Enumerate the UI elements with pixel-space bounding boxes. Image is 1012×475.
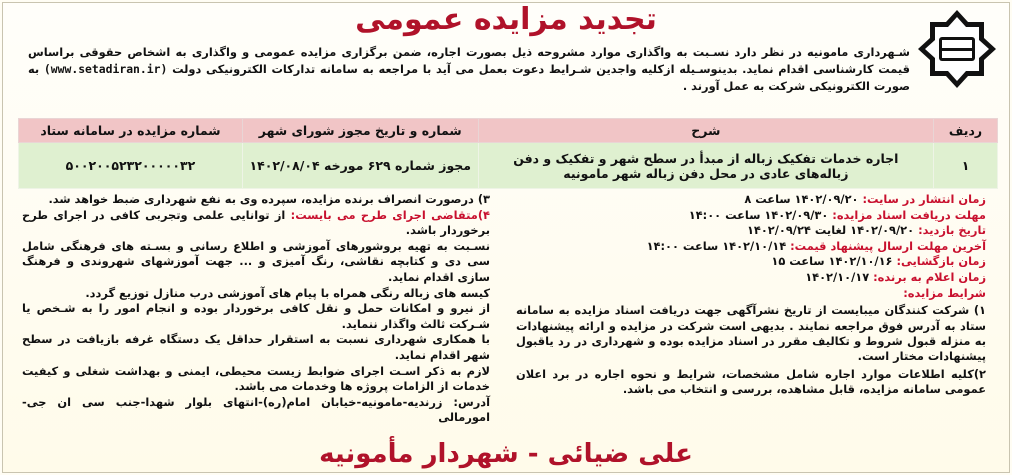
header-mojavez: شماره و تاریخ مجوز شورای شهر bbox=[242, 119, 478, 143]
schedule-item-publish: زمان انتشار در سایت: ۱۴۰۲/۰۹/۲۰ ساعت ۸ bbox=[744, 192, 986, 206]
cell-shomare: ۵۰۰۲۰۰۵۲۳۲۰۰۰۰۰۳۲ bbox=[19, 143, 243, 189]
condition-1: ۱) شرکت کنندگان میبایست از تاریخ نشرآگهی جهت دریافت اسناد مزایده به سامانه ستاد به آدرس فوق مراجعه نمایند . بدیهی است شرکت در مزایده و ارائه پیشنهادات به منزله قبول شروط و تکالیف مقرر در اسناد مزایده بوده و شهرداری در رد یاقبول پیشنهادات مختار است. bbox=[516, 303, 986, 364]
intro-text-1: شـهرداری مامونیه در نظر دارد نسـبت به واگذاری موارد مشروحه ذیل بصورت اجاره، ضمن برگزاری مزایده عمومی و واگذاری به اشخاص حقوقی براساس قیمت کارشناسی اقدام نماید. بدینوسـیله ازکلیه واجدین شـرایط دعوت بعمل می آید با مراجعه به سامانه تدارکات الکترونیکی دولت bbox=[28, 45, 911, 76]
auction-table bbox=[18, 118, 998, 189]
schedule-item-visit: تاریخ بازدید: ۱۴۰۲/۰۹/۲۰ لغایت ۱۴۰۲/۰۹/۲۴ bbox=[746, 223, 986, 238]
cell-mojavez: مجوز شماره ۶۲۹ مورخه ۱۴۰۲/۰۸/۰۴ bbox=[242, 143, 478, 189]
signature: علی ضیائی - شهردار مأمونیه bbox=[319, 439, 693, 469]
schedule-item-documents: مهلت دریافت اسناد مزایده: ۱۴۰۲/۰۹/۳۰ ساعت ۱۴:۰۰ bbox=[688, 207, 986, 222]
condition-4-text: از توانایی علمی وتجربی کافی در اجرای طرح برخوردار باشد. bbox=[22, 207, 490, 238]
schedule-item-deadline: آخرین مهلت ارسال پیشنهاد قیمت: ۱۴۰۲/۱۰/۱۴ ساعت ۱۴:۰۰ bbox=[646, 238, 986, 253]
header-radif: ردیف bbox=[934, 119, 998, 143]
schedule-section bbox=[516, 192, 986, 398]
intro-text-2: به صورت الکترونیکی شرکت به عمل آورند . bbox=[28, 62, 910, 93]
setadiran-link[interactable]: (www.setadiran.ir) bbox=[43, 62, 168, 76]
condition-4-title: ۴)متقاضی اجرای طرح می بایست: bbox=[290, 207, 490, 222]
requirement-brochures: نسـبت به تهیه بروشورهای آموزشی و اطلاع رسانی و بسـته های فرهنگی شامل سی دی و کتابچه نقاشی، رنگ آمیزی و ... جهت آموزشهای شهروندی و فرهنگ سازی اقدام نماید. bbox=[22, 238, 490, 284]
address: آدرس: زرندیه-مامونیه-خیابان امام(ره)-انتهای بلوار شهدا-جنب سی ان جی-امورمالی bbox=[22, 394, 490, 425]
cell-radif: ۱ bbox=[934, 143, 998, 189]
schedule-item-winner: زمان اعلام به برنده: ۱۴۰۲/۱۰/۱۷ bbox=[805, 269, 986, 284]
requirement-bags: کیسه های زباله رنگی همراه با پیام های آموزشی درب منازل توزیع گردد. bbox=[85, 285, 490, 300]
header-sharh: شرح bbox=[478, 119, 933, 143]
table-row bbox=[19, 143, 998, 189]
conditions-title: شرایط مزایده: bbox=[903, 285, 986, 300]
table-header-row bbox=[19, 119, 998, 143]
condition-3: ۳) درصورت انصراف برنده مزایده، سپرده وی به نفع شهرداری ضبط خواهد شد. bbox=[48, 192, 490, 206]
condition-2: ۲)کلیه اطلاعات موارد اجاره شامل مشخصات، شرایط و نحوه اجاره در برد اعلان عمومی سامانه مزایده، قابل مشاهده، بررسی و انتخاب می باشد. bbox=[516, 366, 986, 397]
condition-4 bbox=[22, 208, 490, 239]
requirement-transport: از نیرو و امکانات حمل و نقل کافی برخوردار بوده و انجام امور را به شـخص یا شـرکت ثالث واگذار ننماید. bbox=[22, 301, 490, 331]
header-shomare: شماره مزایده در سامانه ستاد bbox=[19, 119, 243, 143]
requirement-booth: با همکاری شهرداری نسبت به استقرار حداقل یک دستگاه غرفه بازیافت در سطح شهر اقدام نماید. bbox=[22, 332, 490, 362]
schedule-item-opening: زمان بازگشایی: ۱۴۰۲/۱۰/۱۶ ساعت ۱۵ bbox=[771, 254, 986, 269]
ad-title: تجدید مزایده عمومی bbox=[355, 2, 657, 37]
cell-sharh: اجاره خدمات تفکیک زباله از مبدأ در سطح شهر و تفکیک و دفن زباله‌های عادی در محل دفن زباله شهر مامونیه bbox=[478, 143, 933, 189]
requirement-safety: لازم به ذکر اسـت اجرای ضوابط زیست محیطی، ایمنی و بهداشت شغلی و کیفیت خدمات از الزامات پروژه ها وخدمات می باشد. bbox=[22, 363, 490, 394]
intro-paragraph bbox=[28, 44, 910, 95]
conditions-continued bbox=[22, 192, 490, 426]
